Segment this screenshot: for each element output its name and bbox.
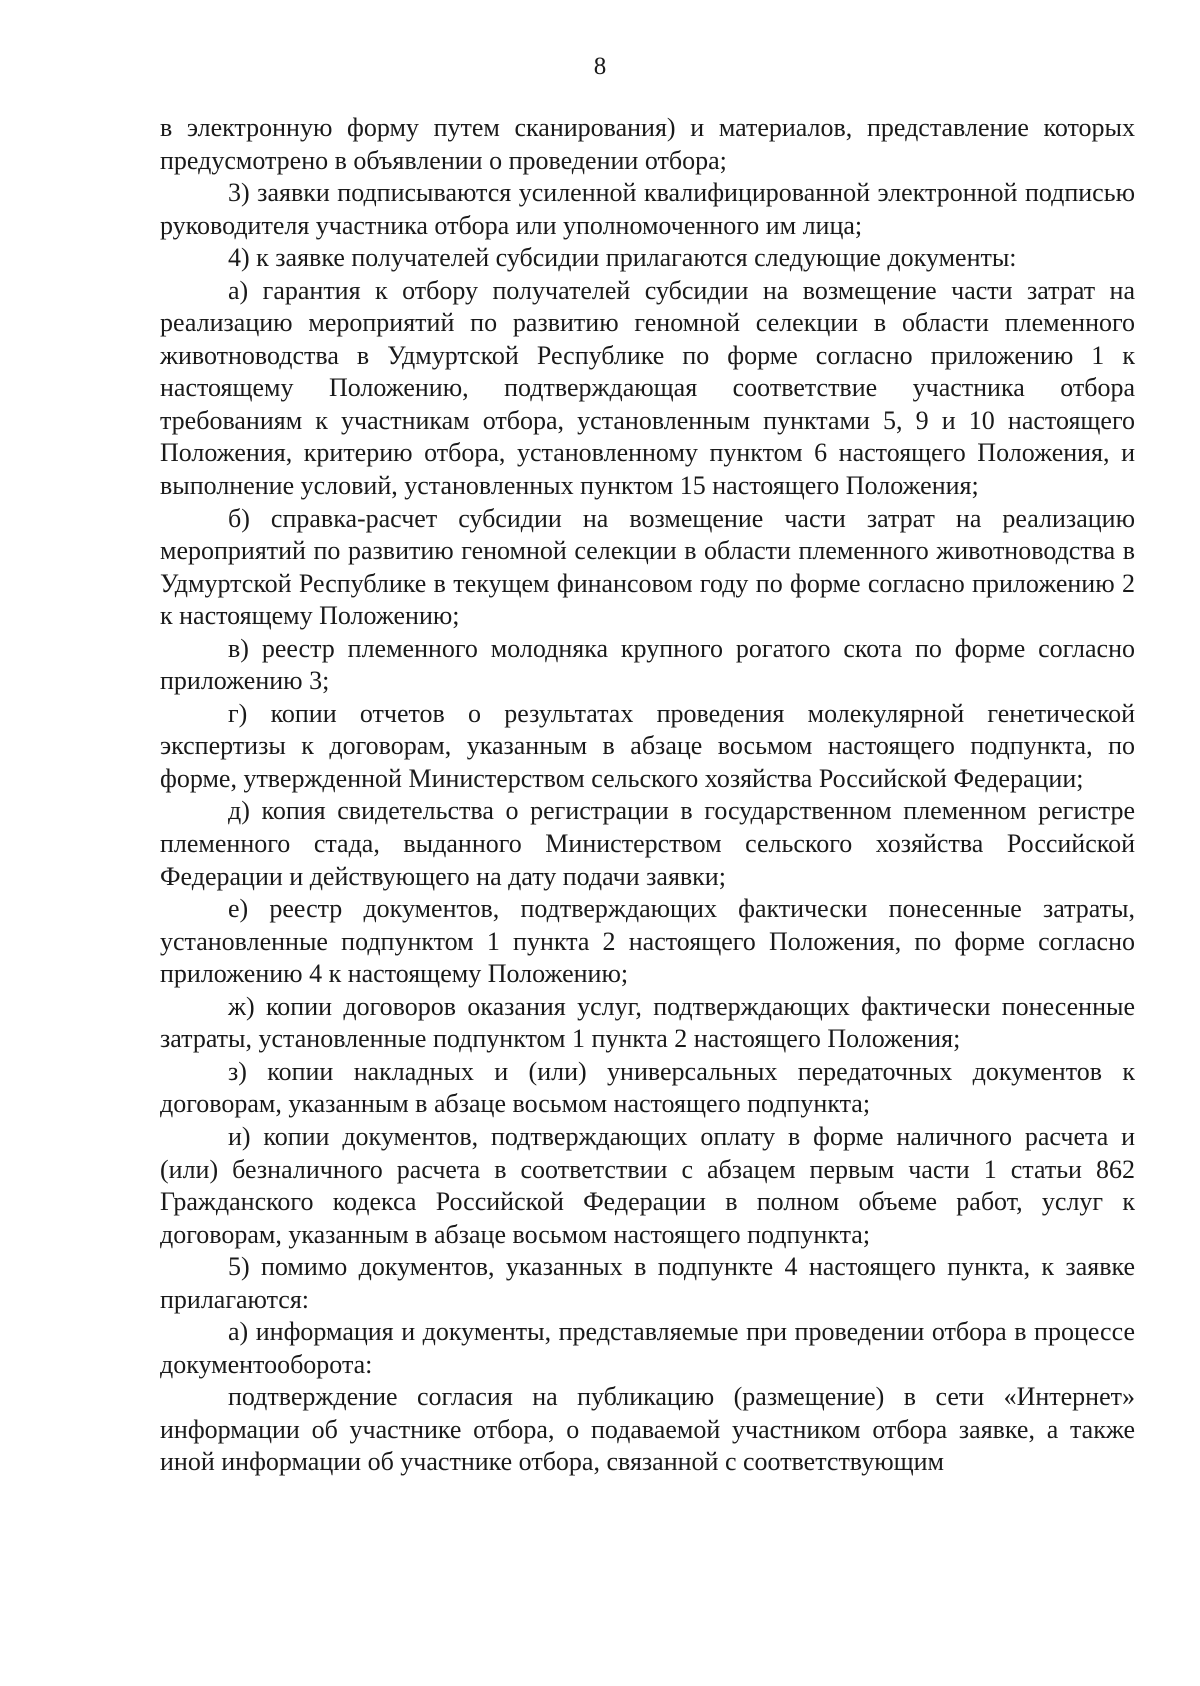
paragraph: г) копии отчетов о результатах проведения молекулярной генетической экспертизы к договорам, указанным в абзаце восьмом настоящего подпункта, по форме, утвержденной Министерством сельского хозяйства Российской Федерации; xyxy=(160,698,1135,793)
paragraph: ж) копии договоров оказания услуг, подтверждающих фактически понесенные затраты, установленные подпунктом 1 пункта 2 настоящего Положения; xyxy=(160,991,1135,1054)
paragraph: в) реестр племенного молодняка крупного рогатого скота по форме согласно приложению 3; xyxy=(160,633,1135,696)
paragraph: а) информация и документы, представляемые при проведении отбора в процессе документооборота: xyxy=(160,1317,1135,1379)
paragraph: д) копия свидетельства о регистрации в государственном племенном регистре племенного стада, выданного Министерством сельского хозяйства Российской Федерации и действующего на дату подачи заявки; xyxy=(160,796,1135,891)
paragraph: е) реестр документов, подтверждающих фактически понесенные затраты, установленные подпунктом 1 пункта 2 настоящего Положения, по форме согласно приложению 4 к настоящему Положению; xyxy=(160,894,1135,989)
paragraph: б) справка-расчет субсидии на возмещение части затрат на реализацию мероприятий по развитию геномной селекции в области племенного животноводства в Удмуртской Республике в текущем финансовом году по форме согласно приложению 2 к настоящему Положению; xyxy=(160,503,1135,631)
paragraph: подтверждение согласия на публикацию (размещение) в сети «Интернет» информации об участнике отбора, о подаваемой участником отбора заявке, а также иной информации об участнике отбора, связанной с соответствующим xyxy=(160,1382,1135,1477)
paragraph: з) копии накладных и (или) универсальных передаточных документов к договорам, указанным в абзаце восьмом настоящего подпункта; xyxy=(160,1056,1135,1119)
paragraph: 5) помимо документов, указанных в подпункте 4 настоящего пункта, к заявке прилагаются: xyxy=(160,1252,1135,1314)
document-body xyxy=(160,112,1135,1479)
paragraph: а) гарантия к отбору получателей субсидии на возмещение части затрат на реализацию мероприятий по развитию геномной селекции в области племенного животноводства в Удмуртской Республике по форме согласно приложению 1 к настоящему Положению, подтверждающая соответствие участника отбора требованиям к участникам отбора, установленным пунктами 5, 9 и 10 настоящего Положения, критерию отбора, установленному пунктом 6 настоящего Положения, и выполнение условий, установленных пунктом 15 настоящего Положения; xyxy=(160,275,1135,501)
paragraph: и) копии документов, подтверждающих оплату в форме наличного расчета и (или) безналичного расчета в соответствии с абзацем первым части 1 статьи 862 Гражданского кодекса Российской Федерации в полном объеме работ, услуг к договорам, указанным в абзаце восьмом настоящего подпункта; xyxy=(160,1121,1135,1249)
paragraph: в электронную форму путем сканирования) и материалов, представление которых предусмотрено в объявлении о проведении отбора; xyxy=(160,113,1135,175)
page-number: 8 xyxy=(593,53,607,80)
paragraph: 3) заявки подписываются усиленной квалифицированной электронной подписью руководителя участника отбора или уполномоченного им лица; xyxy=(160,178,1135,240)
paragraph: 4) к заявке получателей субсидии прилагаются следующие документы: xyxy=(228,243,1017,273)
